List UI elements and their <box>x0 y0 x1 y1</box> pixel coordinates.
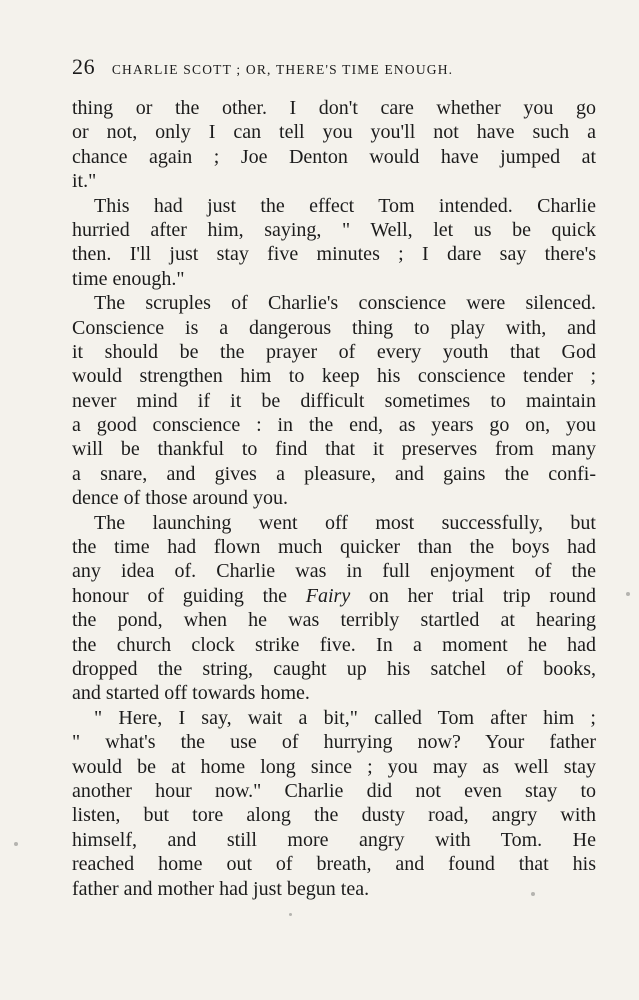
text-line: any idea of. Charlie was in full enjoyment of the <box>72 560 596 583</box>
text-line: or not, only I can tell you you'll not have such a <box>72 121 596 144</box>
text-line: dence of those around you. <box>72 487 289 510</box>
paragraph-start-line: The launching went off most successfully, but <box>94 511 596 534</box>
text-line: would strengthen him to keep his conscience tender ; <box>72 365 596 388</box>
text-line: the pond, when he was terribly startled at hearing <box>72 609 596 632</box>
text-line: time enough." <box>72 267 185 290</box>
text-line: reached home out of breath, and found that his <box>72 853 596 876</box>
text-line: hurried after him, saying, " Well, let us be quick <box>72 218 596 241</box>
paragraph-start-line: " Here, I say, wait a bit," called Tom after him ; <box>94 706 596 729</box>
text-line: chance again ; Joe Denton would have jumped at <box>72 145 596 168</box>
body-text <box>72 96 596 901</box>
text-line: never mind if it be difficult sometimes to maintain <box>72 389 596 412</box>
text-line: father and mother had just begun tea. <box>72 877 370 900</box>
page-number: 26 <box>72 54 96 79</box>
text-line: a snare, and gives a pleasure, and gains the confi- <box>72 462 596 485</box>
boat-name-italic: Fairy <box>305 584 351 607</box>
text-line: then. I'll just stay five minutes ; I dare say there's <box>72 243 596 266</box>
text-line: listen, but tore along the dusty road, angry with <box>72 804 596 827</box>
text-line: thing or the other. I don't care whether you go <box>72 97 596 119</box>
text-line: the time had flown much quicker than the boys had <box>72 536 596 559</box>
text-line: it." <box>72 170 97 193</box>
text-line: will be thankful to find that it preserves from many <box>72 438 596 461</box>
text-line: dropped the string, caught up his satchel of books, <box>72 657 596 680</box>
paper-speck <box>14 842 18 846</box>
paper-speck <box>531 892 535 896</box>
running-head <box>72 54 592 80</box>
text-line: himself, and still more angry with Tom. He <box>72 828 596 851</box>
text-fragment: honour of guiding the <box>72 584 306 607</box>
text-line: the church clock strike five. In a moment he had <box>72 633 596 656</box>
paper-speck <box>626 592 630 596</box>
paragraph-start-line: The scruples of Charlie's conscience were silenced. <box>94 292 596 315</box>
text-line: and started off towards home. <box>72 682 310 705</box>
paragraph-start-line: This had just the effect Tom intended. Charlie <box>94 194 596 217</box>
text-line: a good conscience : in the end, as years go on, you <box>72 414 596 437</box>
text-line: " what's the use of hurrying now? Your father <box>72 731 596 754</box>
running-title: CHARLIE SCOTT ; OR, THERE'S TIME ENOUGH. <box>111 62 454 77</box>
text-line: another hour now." Charlie did not even stay to <box>72 779 596 802</box>
text-fragment: on her trial trip round <box>350 584 596 607</box>
text-line: would be at home long since ; you may as well stay <box>72 755 596 778</box>
text-line: Conscience is a dangerous thing to play with, and <box>72 316 596 339</box>
paper-speck <box>289 913 292 916</box>
text-line-with-italic <box>72 584 596 608</box>
text-line: it should be the prayer of every youth that God <box>72 340 596 363</box>
